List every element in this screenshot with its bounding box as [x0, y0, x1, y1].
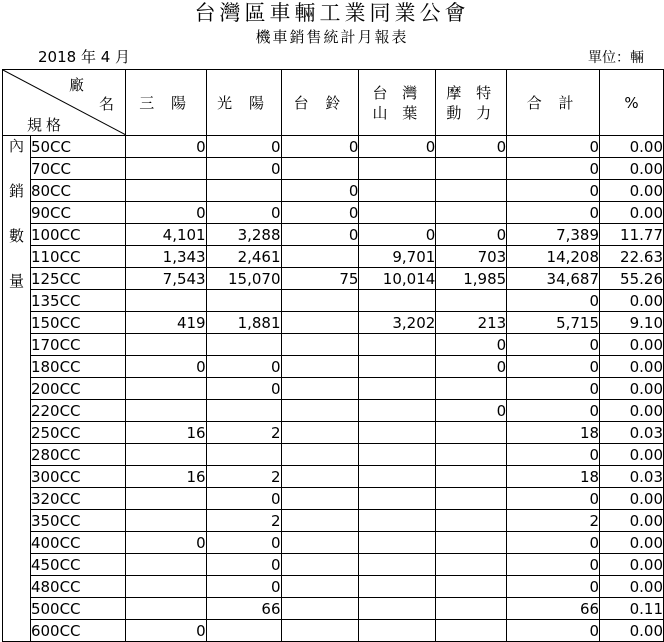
value-cell: 18 [507, 466, 600, 488]
value-cell: 0 [206, 532, 281, 554]
value-cell: 0.00 [600, 158, 664, 180]
value-cell: 15,070 [206, 268, 281, 290]
value-cell: 3,202 [359, 312, 436, 334]
corner-header [3, 70, 126, 136]
value-cell [206, 180, 281, 202]
value-cell: 3,288 [206, 224, 281, 246]
value-cell: 0 [507, 356, 600, 378]
value-cell: 0 [507, 576, 600, 598]
side-label-char: 內 [8, 137, 24, 155]
value-cell: 2 [206, 422, 281, 444]
value-cell: 0 [507, 532, 600, 554]
spec-cell: 90CC [30, 202, 125, 224]
table-row [3, 246, 664, 268]
value-cell [125, 334, 206, 356]
value-cell: 0 [206, 356, 281, 378]
value-cell [281, 246, 359, 268]
value-cell: 0 [507, 180, 600, 202]
value-cell [359, 620, 436, 642]
value-cell: 0 [125, 356, 206, 378]
value-cell: 0.03 [600, 466, 664, 488]
value-cell: 16 [125, 422, 206, 444]
value-cell: 0 [507, 554, 600, 576]
spec-cell: 150CC [30, 312, 125, 334]
value-cell: 0.00 [600, 180, 664, 202]
value-cell [359, 378, 436, 400]
corner-label-factory: 廠 [69, 76, 85, 94]
spec-cell: 180CC [30, 356, 125, 378]
side-label-char: 銷 [8, 182, 24, 200]
value-cell: 0 [281, 224, 359, 246]
value-cell [436, 510, 507, 532]
value-cell [359, 554, 436, 576]
spec-cell: 80CC [30, 180, 125, 202]
value-cell: 0 [507, 158, 600, 180]
value-cell: 16 [125, 466, 206, 488]
table-row [3, 378, 664, 400]
value-cell: 0 [436, 334, 507, 356]
value-cell: 0.00 [600, 554, 664, 576]
value-cell [281, 290, 359, 312]
value-cell: 0 [206, 136, 281, 158]
spec-cell: 600CC [30, 620, 125, 642]
value-cell: 0 [281, 136, 359, 158]
value-cell [436, 620, 507, 642]
value-cell [281, 466, 359, 488]
table-row [3, 488, 664, 510]
value-cell [359, 422, 436, 444]
value-cell [359, 158, 436, 180]
side-label [3, 136, 31, 642]
value-cell [125, 598, 206, 620]
value-cell: 0 [206, 554, 281, 576]
value-cell [436, 202, 507, 224]
value-cell [125, 554, 206, 576]
spec-cell: 500CC [30, 598, 125, 620]
value-cell: 0 [507, 400, 600, 422]
value-cell: 213 [436, 312, 507, 334]
table-row [3, 224, 664, 246]
report-period: 2018 年 4 月 [38, 48, 131, 66]
value-cell: 11.77 [600, 224, 664, 246]
value-cell: 75 [281, 268, 359, 290]
value-cell: 0.00 [600, 444, 664, 466]
value-cell [281, 620, 359, 642]
value-cell: 4,101 [125, 224, 206, 246]
spec-cell: 320CC [30, 488, 125, 510]
table-row [3, 532, 664, 554]
value-cell: 0.00 [600, 510, 664, 532]
value-cell [359, 400, 436, 422]
spec-cell: 125CC [30, 268, 125, 290]
table-row [3, 158, 664, 180]
value-cell [359, 290, 436, 312]
value-cell: 7,389 [507, 224, 600, 246]
value-cell [281, 378, 359, 400]
value-cell [281, 598, 359, 620]
value-cell [281, 444, 359, 466]
value-cell [125, 180, 206, 202]
value-cell: 14,208 [507, 246, 600, 268]
value-cell [436, 422, 507, 444]
spec-cell: 300CC [30, 466, 125, 488]
value-cell: 22.63 [600, 246, 664, 268]
sales-table [2, 69, 664, 642]
value-cell [436, 378, 507, 400]
value-cell [125, 400, 206, 422]
col-header-suzuki: 台 鈴 [281, 70, 359, 136]
spec-cell: 350CC [30, 510, 125, 532]
value-cell [281, 312, 359, 334]
value-cell: 419 [125, 312, 206, 334]
value-cell: 2,461 [206, 246, 281, 268]
value-cell [359, 532, 436, 554]
value-cell: 55.26 [600, 268, 664, 290]
value-cell [436, 554, 507, 576]
table-row [3, 356, 664, 378]
spec-cell: 200CC [30, 378, 125, 400]
side-label-char: 量 [8, 272, 24, 290]
value-cell [125, 488, 206, 510]
value-cell [125, 158, 206, 180]
value-cell: 0 [359, 224, 436, 246]
value-cell: 0.00 [600, 290, 664, 312]
spec-cell: 280CC [30, 444, 125, 466]
value-cell: 0.00 [600, 620, 664, 642]
table-row [3, 312, 664, 334]
value-cell: 7,543 [125, 268, 206, 290]
spec-cell: 135CC [30, 290, 125, 312]
value-cell: 0 [436, 136, 507, 158]
table-row [3, 268, 664, 290]
value-cell: 0.00 [600, 488, 664, 510]
value-cell: 34,687 [507, 268, 600, 290]
value-cell [359, 510, 436, 532]
value-cell: 0 [206, 202, 281, 224]
spec-cell: 70CC [30, 158, 125, 180]
value-cell [436, 576, 507, 598]
value-cell: 0 [281, 180, 359, 202]
value-cell: 0 [359, 136, 436, 158]
col-header-motive-power: 摩 特 動 力 [436, 70, 507, 136]
corner-label-name: 名 [99, 95, 115, 113]
value-cell: 703 [436, 246, 507, 268]
col-header-percent: % [600, 70, 664, 136]
value-cell [281, 158, 359, 180]
value-cell [281, 554, 359, 576]
table-row [3, 554, 664, 576]
col-header-sanyang: 三 陽 [125, 70, 206, 136]
value-cell [436, 158, 507, 180]
table-row [3, 400, 664, 422]
value-cell [436, 444, 507, 466]
value-cell [436, 180, 507, 202]
value-cell [281, 488, 359, 510]
value-cell [281, 400, 359, 422]
value-cell [359, 180, 436, 202]
value-cell [281, 356, 359, 378]
spec-cell: 170CC [30, 334, 125, 356]
value-cell [281, 422, 359, 444]
value-cell [206, 400, 281, 422]
table-row [3, 180, 664, 202]
value-cell [436, 598, 507, 620]
value-cell: 0 [507, 136, 600, 158]
value-cell [359, 334, 436, 356]
value-cell: 66 [507, 598, 600, 620]
spec-cell: 250CC [30, 422, 125, 444]
table-row [3, 202, 664, 224]
value-cell: 9,701 [359, 246, 436, 268]
value-cell [206, 290, 281, 312]
spec-cell: 400CC [30, 532, 125, 554]
value-cell: 18 [507, 422, 600, 444]
value-cell: 0.00 [600, 378, 664, 400]
value-cell: 9.10 [600, 312, 664, 334]
value-cell: 1,343 [125, 246, 206, 268]
table-row [3, 576, 664, 598]
value-cell: 0.00 [600, 400, 664, 422]
side-label-char: 數 [8, 227, 24, 245]
spec-cell: 450CC [30, 554, 125, 576]
value-cell [281, 532, 359, 554]
value-cell [125, 576, 206, 598]
value-cell: 1,881 [206, 312, 281, 334]
value-cell: 2 [206, 466, 281, 488]
value-cell: 66 [206, 598, 281, 620]
value-cell: 0.00 [600, 356, 664, 378]
value-cell [359, 356, 436, 378]
spec-cell: 480CC [30, 576, 125, 598]
corner-label-spec: 規格 [27, 116, 66, 134]
value-cell: 0 [281, 202, 359, 224]
value-cell: 0.00 [600, 576, 664, 598]
value-cell: 0.00 [600, 334, 664, 356]
value-cell [436, 466, 507, 488]
col-header-yamaha: 台 灣 山 葉 [359, 70, 436, 136]
value-cell [436, 532, 507, 554]
table-row [3, 510, 664, 532]
value-cell [125, 290, 206, 312]
spec-cell: 50CC [30, 136, 125, 158]
value-cell: 0 [507, 290, 600, 312]
value-cell: 0.11 [600, 598, 664, 620]
value-cell: 2 [206, 510, 281, 532]
spec-cell: 100CC [30, 224, 125, 246]
report-unit: 單位：輛 [588, 50, 644, 66]
value-cell: 0.00 [600, 202, 664, 224]
value-cell [436, 290, 507, 312]
value-cell: 1,985 [436, 268, 507, 290]
table-row [3, 598, 664, 620]
value-cell: 0 [507, 444, 600, 466]
value-cell [125, 444, 206, 466]
table-row [3, 620, 664, 642]
value-cell: 2 [507, 510, 600, 532]
value-cell: 0.03 [600, 422, 664, 444]
report-subtitle: 機車銷售統計月報表 [255, 28, 409, 46]
value-cell: 5,715 [507, 312, 600, 334]
value-cell: 0 [125, 202, 206, 224]
value-cell [359, 576, 436, 598]
value-cell: 0 [125, 620, 206, 642]
value-cell: 0 [507, 202, 600, 224]
value-cell: 0 [206, 158, 281, 180]
value-cell: 10,014 [359, 268, 436, 290]
report-title: 台灣區車輛工業同業公會 [194, 1, 470, 25]
col-header-kwangyang: 光 陽 [206, 70, 281, 136]
value-cell [281, 576, 359, 598]
value-cell [125, 378, 206, 400]
header-row [3, 70, 664, 136]
table-row [3, 334, 664, 356]
value-cell: 0 [206, 488, 281, 510]
value-cell: 0 [507, 620, 600, 642]
value-cell: 0 [125, 532, 206, 554]
value-cell [359, 488, 436, 510]
value-cell [359, 444, 436, 466]
value-cell: 0 [507, 488, 600, 510]
table-row [3, 136, 664, 158]
table-row [3, 422, 664, 444]
value-cell: 0.00 [600, 532, 664, 554]
table-row [3, 290, 664, 312]
value-cell [206, 620, 281, 642]
table-row [3, 444, 664, 466]
col-header-total: 合 計 [507, 70, 600, 136]
value-cell: 0 [436, 356, 507, 378]
value-cell: 0 [206, 378, 281, 400]
value-cell [206, 334, 281, 356]
value-cell [359, 598, 436, 620]
value-cell [281, 334, 359, 356]
value-cell: 0 [436, 224, 507, 246]
spec-cell: 110CC [30, 246, 125, 268]
value-cell: 0 [206, 576, 281, 598]
value-cell [281, 510, 359, 532]
value-cell: 0.00 [600, 136, 664, 158]
value-cell: 0 [436, 400, 507, 422]
value-cell [436, 488, 507, 510]
value-cell [206, 444, 281, 466]
value-cell: 0 [507, 378, 600, 400]
table-row [3, 466, 664, 488]
value-cell: 0 [507, 334, 600, 356]
value-cell [359, 466, 436, 488]
value-cell [125, 510, 206, 532]
value-cell: 0 [125, 136, 206, 158]
spec-cell: 220CC [30, 400, 125, 422]
value-cell [359, 202, 436, 224]
